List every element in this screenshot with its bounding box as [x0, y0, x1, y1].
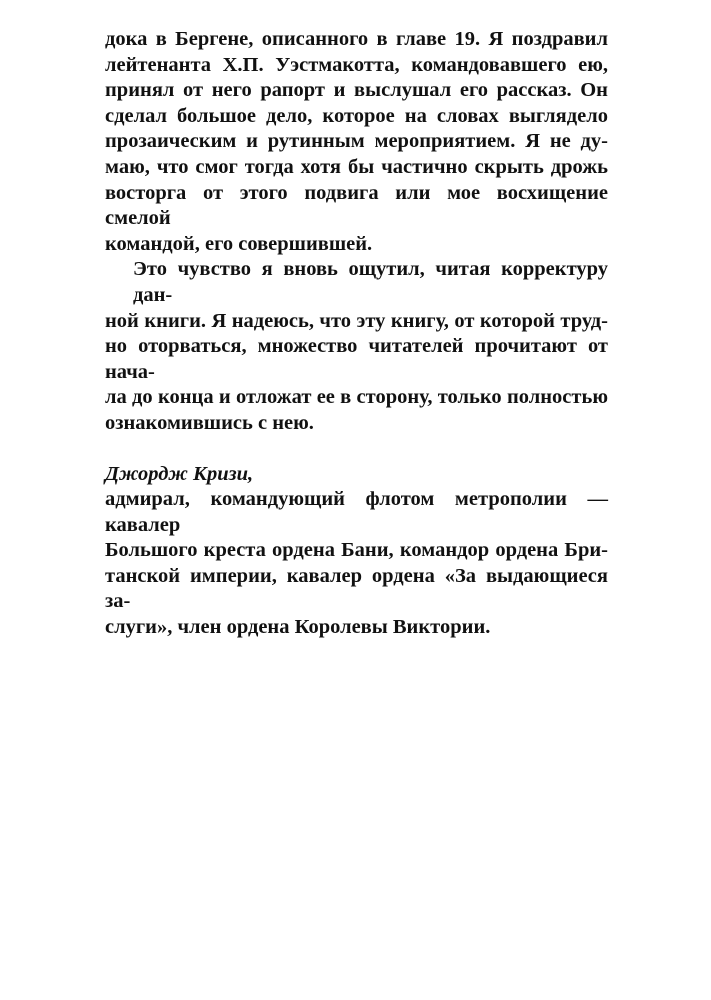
signature-title-line: слуги», член ордена Королевы Виктории. — [105, 616, 491, 639]
signature-title-line: адмирал, командующий флотом метрополии — кавалер — [105, 488, 608, 536]
text-line: Это чувство я вновь ощутил, читая корректуру дан- — [133, 258, 608, 306]
text-line: дока в Бергене, описанного в главе 19. Я поздравил — [105, 28, 608, 50]
signature-block — [105, 462, 608, 641]
text-line: ознакомившись с нею. — [105, 411, 314, 434]
signature-name: Джордж Кризи, — [105, 462, 254, 485]
spacer — [105, 437, 608, 462]
signature-title-line: танской империи, кавалер ордена «За выдающиеся за- — [105, 564, 608, 613]
text-line: ла до конца и отложат ее в сторону, только полностью — [105, 386, 608, 409]
paragraph-2 — [105, 257, 608, 436]
text-line: восторга от этого подвига или мое восхищение смелой — [105, 181, 608, 230]
text-line: принял от него рапорт и выслушал его рассказ. Он — [105, 79, 608, 102]
text-line: сделал большое дело, которое на словах выглядело — [105, 104, 608, 127]
paragraph-1 — [105, 27, 608, 257]
text-line: прозаическим и рутинным мероприятием. Я не ду- — [105, 130, 608, 153]
signature-title-line: Большого креста ордена Бани, командор ордена Бри- — [105, 539, 608, 562]
text-line: но оторваться, множество читателей прочитают от нача- — [105, 335, 608, 383]
text-line: ной книги. Я надеюсь, что эту книгу, от которой труд- — [105, 309, 608, 332]
document-page — [105, 27, 608, 641]
text-line: командой, его совершившей. — [105, 232, 373, 255]
text-line: лейтенанта Х.П. Уэстмакотта, командовавшего ею, — [105, 53, 608, 76]
text-line: маю, что смог тогда хотя бы частично скрыть дрожь — [105, 155, 608, 178]
